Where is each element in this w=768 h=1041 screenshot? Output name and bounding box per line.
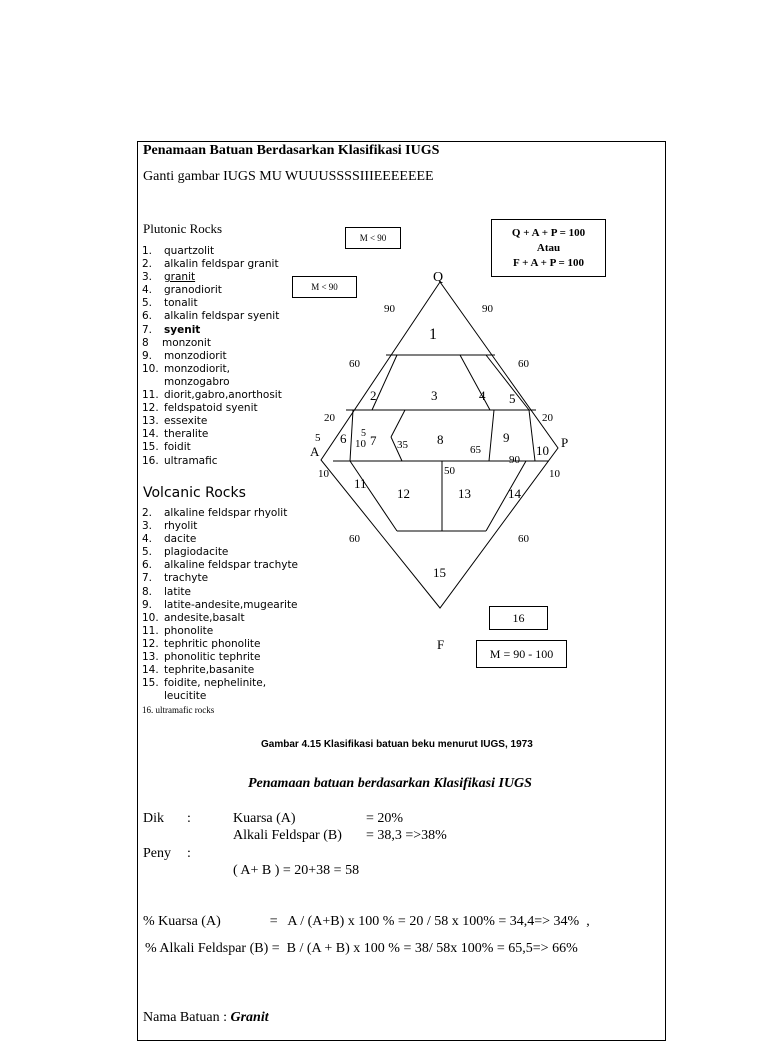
- plutonic-item-text: granodiorit: [164, 284, 222, 297]
- div-7-8a: [391, 410, 405, 437]
- volcanic-item-number: 5.: [142, 546, 153, 559]
- tick-60-left: 60: [349, 358, 360, 370]
- field-10: 10: [536, 443, 549, 458]
- volcanic-item-text: phonolite: [164, 624, 214, 637]
- field-4: 4: [479, 388, 486, 403]
- formula-line-3: F + A + P = 100: [513, 257, 584, 269]
- div-9-10: [529, 410, 535, 461]
- volcanic-item-number: 7.: [142, 572, 153, 585]
- formula-box: [491, 219, 606, 277]
- volcanic-item-text: alkaline feldspar trachyte: [164, 559, 299, 572]
- m-less-90-box-1: M < 90: [345, 227, 401, 249]
- plutonic-item-number: 12.: [142, 402, 159, 415]
- tick-60-right: 60: [518, 358, 529, 370]
- field-14: 14: [508, 486, 521, 501]
- plutonic-item-text: tonalit: [164, 297, 198, 310]
- volcanic-item-text: tephrite,basanite: [164, 664, 255, 677]
- alkali-value: = 38,3 =>38%: [366, 828, 447, 843]
- volcanic-item-text: leucitite: [164, 690, 207, 703]
- plutonic-item-text: syenit: [164, 323, 201, 336]
- alkali-label: Alkali Feldspar (B): [233, 828, 342, 843]
- field-13: 13: [458, 486, 471, 501]
- plutonic-item-number: 3.: [142, 271, 153, 284]
- field-2: 2: [370, 388, 377, 403]
- volcanic-item-number: 3.: [142, 520, 153, 533]
- kuarsa-label: Kuarsa (A): [233, 811, 296, 826]
- field-8: 8: [437, 432, 444, 447]
- vertex-q: Q: [433, 270, 444, 285]
- page-title: Penamaan Batuan Berdasarkan Klasifikasi IUGS: [143, 143, 440, 158]
- field-5: 5: [509, 391, 516, 406]
- plutonic-item-text: monzodiorit,: [164, 362, 230, 375]
- plutonic-item-number: 7.: [142, 323, 153, 336]
- plutonic-item-number: 2.: [142, 258, 153, 271]
- plutonic-item-text: alkalin feldspar granit: [164, 258, 279, 271]
- volcanic-item-text: latite-andesite,mugearite: [164, 598, 298, 611]
- volcanic-item-number: 6.: [142, 559, 153, 572]
- volcanic-item-text: trachyte: [164, 572, 209, 585]
- div-8-9: [489, 410, 494, 461]
- volcanic-heading: Volcanic Rocks: [143, 485, 246, 501]
- vertex-f: F: [437, 637, 445, 652]
- rock-name-label: Nama Batuan :: [143, 1010, 231, 1025]
- plutonic-item-text: ultramafic: [164, 454, 218, 467]
- volcanic-item-text: latite: [164, 585, 191, 598]
- div-11: [350, 461, 397, 531]
- volcanic-item-text: alkaline feldspar rhyolit: [164, 507, 288, 519]
- volcanic-item-number: 4.: [142, 533, 153, 546]
- volcanic-item-text: tephritic phonolite: [164, 637, 261, 650]
- field-15: 15: [433, 565, 446, 580]
- tick-inner-50: 50: [444, 465, 455, 477]
- percent-kuarsa-line: % Kuarsa (A) = A / (A+B) x 100 % = 20 / 58 x 100% = 34,4=> 34% ,: [143, 914, 590, 929]
- tick-10-left: 10: [318, 468, 329, 480]
- volcanic-item-text: foidite, nephelinite,: [164, 677, 267, 690]
- plutonic-item-text: essexite: [164, 415, 208, 428]
- volcanic-item-text: phonolitic tephrite: [164, 651, 261, 664]
- tick-inner-90: 90: [509, 454, 520, 466]
- volcanic-item-text: plagiodacite: [164, 546, 229, 559]
- volcanic-item-number: 10.: [142, 611, 159, 624]
- plutonic-item-number: 9.: [142, 349, 153, 362]
- volcanic-item-text: dacite: [164, 533, 197, 546]
- tick-90-left: 90: [384, 303, 395, 315]
- field-6: 6: [340, 431, 347, 446]
- field-1: 1: [429, 326, 437, 343]
- plutonic-heading: Plutonic Rocks: [143, 221, 223, 236]
- dik-colon: :: [187, 811, 191, 826]
- field-10-small: 10: [355, 438, 366, 450]
- kuarsa-value: = 20%: [366, 811, 404, 826]
- plutonic-item-text: feldspatoid syenit: [164, 402, 258, 415]
- plutonic-item-text: granit: [164, 271, 196, 284]
- plutonic-item-number: 16.: [142, 454, 159, 467]
- volcanic-item-number: 11.: [142, 624, 159, 637]
- plutonic-item-number: 14.: [142, 428, 159, 441]
- tick-60-bottom-left: 60: [349, 533, 360, 545]
- plutonic-item-text: monzonit: [162, 336, 211, 349]
- rock-name-value: Granit: [230, 1010, 269, 1025]
- field-7: 7: [370, 433, 377, 448]
- field-9: 9: [503, 430, 510, 445]
- volcanic-item-text: andesite,basalt: [164, 611, 245, 624]
- volcanic-item-number: 2.: [142, 507, 153, 519]
- tick-10-right: 10: [549, 468, 560, 480]
- field-3: 3: [431, 388, 438, 403]
- tick-inner-5: 5: [361, 428, 366, 439]
- calc-heading: Penamaan batuan berdasarkan Klasifikasi IUGS: [248, 776, 532, 791]
- plutonic-item-text: diorit,gabro,anorthosit: [164, 389, 282, 402]
- volcanic-item-number: 9.: [142, 598, 153, 611]
- dik-label: Dik: [143, 811, 164, 826]
- tick-inner-35: 35: [397, 439, 408, 451]
- volcanic-item-text: rhyolit: [164, 520, 198, 533]
- volcanic-item-number: 13.: [142, 651, 159, 664]
- formula-line-1: Q + A + P = 100: [511, 227, 586, 239]
- tick-5-left: 5: [315, 432, 321, 444]
- plutonic-item-text: alkalin feldspar syenit: [164, 310, 280, 323]
- div-3-4: [460, 355, 490, 410]
- div-6-7: [350, 410, 353, 461]
- plutonic-item-number: 15.: [142, 441, 159, 454]
- vertex-a: A: [310, 444, 320, 459]
- page-subtitle: Ganti gambar IUGS MU WUUUSSSSIIIEEEEEEE: [143, 169, 434, 184]
- percent-alkali-line: % Alkali Feldspar (B) = B / (A + B) x 100 % = 38/ 58x 100% = 65,5=> 66%: [145, 941, 578, 956]
- plutonic-item-number: 4.: [142, 284, 153, 297]
- vertex-p: P: [561, 435, 569, 450]
- plutonic-item-number: 10.: [142, 362, 159, 375]
- plutonic-item-number: 11.: [142, 389, 159, 402]
- volcanic-last-item: 16. ultramafic rocks: [142, 705, 215, 715]
- volcanic-item-number: 8.: [142, 585, 153, 598]
- plutonic-item-number: 13.: [142, 415, 159, 428]
- sum-line: ( A+ B ) = 20+38 = 58: [233, 863, 360, 878]
- m-90-100-box: M = 90 - 100: [476, 640, 567, 668]
- tick-60-bottom-right: 60: [518, 533, 529, 545]
- tick-inner-65: 65: [470, 444, 481, 456]
- tick-20-left: 20: [324, 412, 335, 424]
- plutonic-item-number: 1.: [142, 245, 153, 257]
- figure-caption: Gambar 4.15 Klasifikasi batuan beku menurut IUGS, 1973: [261, 739, 533, 750]
- field-12: 12: [397, 486, 410, 501]
- volcanic-item-number: 14.: [142, 664, 159, 677]
- tick-90-right: 90: [482, 303, 493, 315]
- plutonic-item-text: foidit: [164, 441, 191, 454]
- formula-line-2: Atau: [536, 242, 561, 254]
- field-11: 11: [354, 476, 367, 491]
- plutonic-item-text: quartzolit: [164, 245, 215, 257]
- volcanic-item-number: 15.: [142, 677, 159, 690]
- plutonic-item-number: 8: [142, 336, 149, 349]
- plutonic-item-text: monzogabro: [164, 375, 230, 388]
- tick-20-right: 20: [542, 412, 553, 424]
- plutonic-item-number: 6.: [142, 310, 153, 323]
- peny-colon: :: [187, 846, 191, 861]
- m-less-90-box-2: M < 90: [292, 276, 357, 298]
- plutonic-item-text: theralite: [164, 428, 209, 441]
- peny-label: Peny: [143, 846, 171, 861]
- plutonic-item-number: 5.: [142, 297, 153, 310]
- box-16: 16: [489, 606, 548, 630]
- plutonic-item-text: monzodiorit: [164, 349, 227, 362]
- volcanic-item-number: 12.: [142, 637, 159, 650]
